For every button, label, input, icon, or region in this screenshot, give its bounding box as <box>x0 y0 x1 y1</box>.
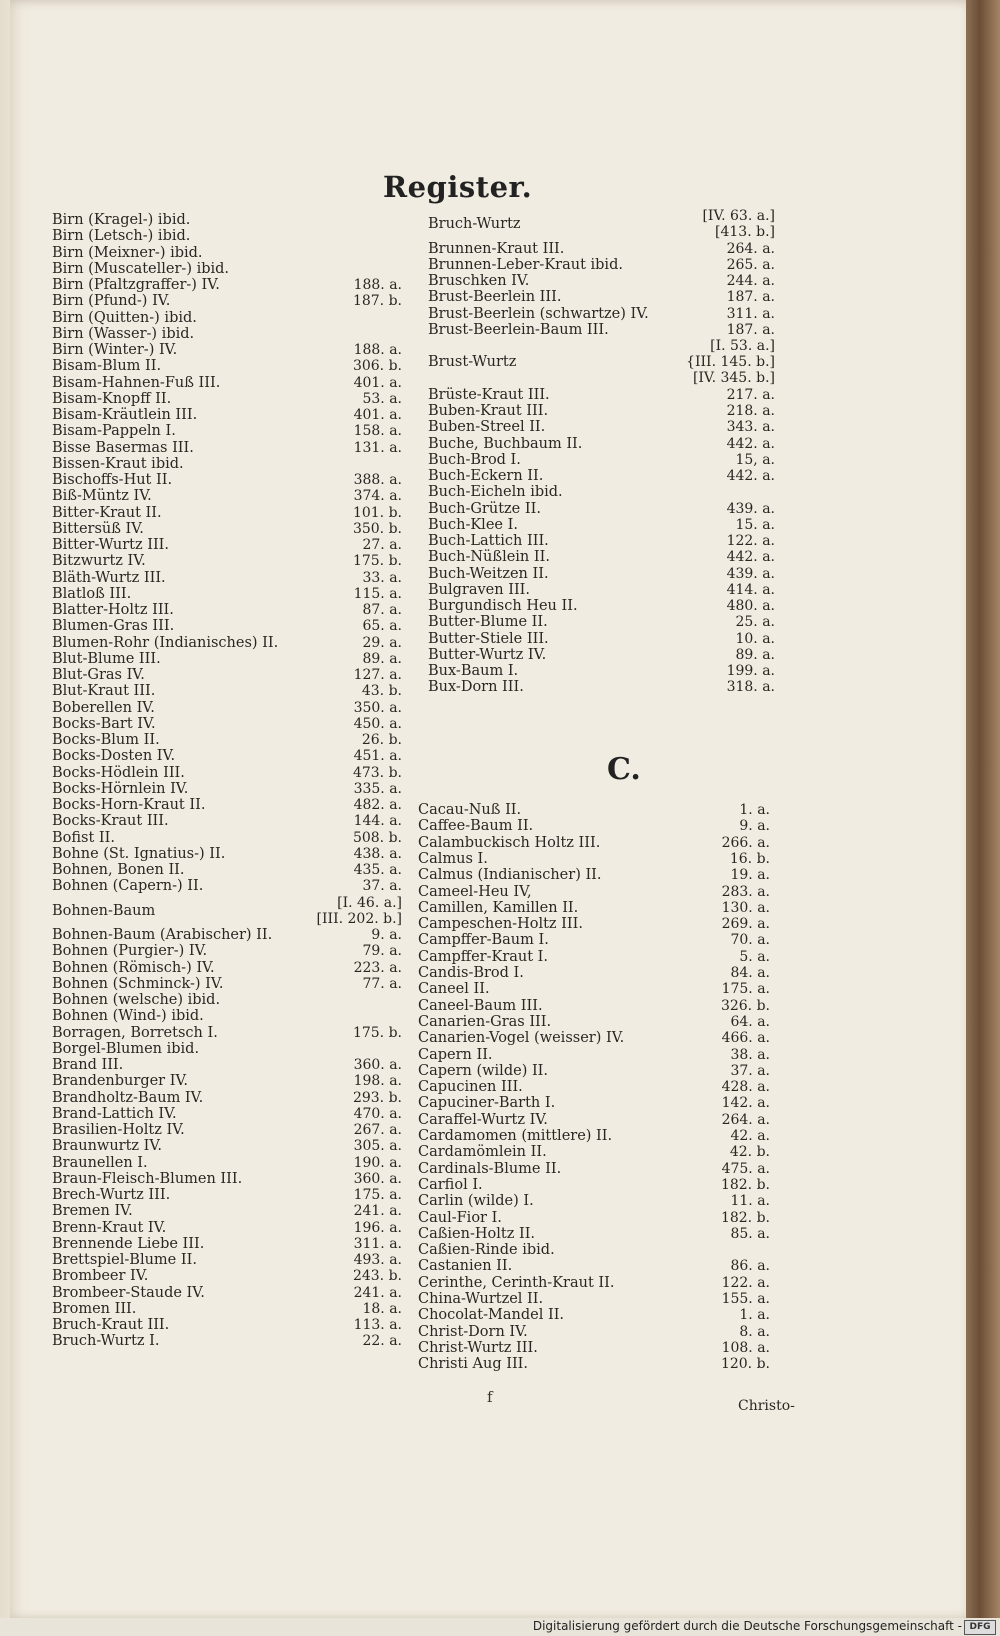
index-term: Bisse Basermas III. <box>52 439 194 456</box>
index-term: Buch-Grütze II. <box>428 500 541 517</box>
index-term: Boberellen IV. <box>52 699 155 716</box>
index-ref: 9. a. <box>371 927 402 943</box>
index-term: Bux-Baum I. <box>428 663 519 679</box>
index-term: Bitter-Wurtz III. <box>52 537 170 553</box>
index-ref: 438. a. <box>353 845 402 862</box>
index-ref: 188. a. <box>353 342 402 358</box>
index-term: Brettspiel-Blume II. <box>52 1252 197 1268</box>
index-term: Cacau-Nuß II. <box>418 802 522 818</box>
index-term: Birn (Muscateller-) ibid. <box>52 260 230 277</box>
index-ref: 120. b. <box>720 1356 770 1373</box>
index-term: Brandholtz-Baum IV. <box>52 1089 204 1106</box>
index-ref: 188. a. <box>353 277 402 293</box>
index-ref: 33. a. <box>362 569 402 586</box>
index-term: Calmus (Indianischer) II. <box>418 867 602 884</box>
index-term: Bocks-Blum II. <box>52 732 160 748</box>
index-ref: 264. a. <box>726 240 775 257</box>
index-ref: 43. b. <box>361 683 402 700</box>
index-term: Bocks-Dosten IV. <box>52 748 176 765</box>
index-term: Braunwurtz IV. <box>52 1138 162 1155</box>
index-term: Birn (Meixner-) ibid. <box>52 244 203 261</box>
index-ref: 267. a. <box>353 1122 402 1138</box>
index-term: Bisam-Hahnen-Fuß III. <box>52 374 221 391</box>
index-term: Bocks-Bart IV. <box>52 715 156 732</box>
index-ref: 343. a. <box>726 419 775 436</box>
index-ref: 25. a. <box>735 614 775 631</box>
index-term: Butter-Wurtz IV. <box>428 646 547 663</box>
index-term: Birn (Letsch-) ibid. <box>52 228 191 245</box>
index-term: Bohnen (Römisch-) IV. <box>52 959 215 976</box>
index-ref: 122. a. <box>721 1274 770 1291</box>
index-ref: 101. b. <box>352 504 402 521</box>
index-ref: 182. b. <box>720 1176 770 1193</box>
index-ref: 79. a. <box>362 943 402 960</box>
index-term: Birn (Kragel-) ibid. <box>52 212 191 228</box>
index-term: Brech-Wurtz III. <box>52 1187 171 1203</box>
index-term: Buche, Buchbaum II. <box>428 435 583 452</box>
index-term: Burgundisch Heu II. <box>428 598 578 614</box>
index-term: Brombeer IV. <box>52 1268 149 1285</box>
index-term: Bofist II. <box>52 829 115 846</box>
index-term: Buben-Kraut III. <box>428 403 549 419</box>
index-term: Campeschen-Holtz III. <box>418 916 583 933</box>
index-ref: 86. a. <box>730 1258 770 1275</box>
index-term: Bittersüß IV. <box>52 520 144 537</box>
index-ref: 283. a. <box>721 883 770 900</box>
index-ref: 144. a. <box>353 813 402 830</box>
index-term: Bruch-Wurtz <box>428 216 521 233</box>
index-ref: 265. a. <box>726 256 775 273</box>
index-ref: 311. a. <box>353 1235 402 1252</box>
index-term: Brust-Wurtz <box>428 354 517 371</box>
index-term: Birn (Pfund-) IV. <box>52 293 171 310</box>
index-term: Birn (Quitten-) ibid. <box>52 309 197 326</box>
index-term: Buch-Brod I. <box>428 451 521 468</box>
index-term: China-Wurtzel II. <box>418 1291 544 1307</box>
index-ref: 264. a. <box>721 1111 770 1128</box>
index-term: Campffer-Kraut I. <box>418 948 549 965</box>
index-ref: 439. a. <box>726 565 775 582</box>
index-term: Bitter-Kraut II. <box>52 504 162 521</box>
index-term: Campffer-Baum I. <box>418 932 549 949</box>
index-term: Cardinals-Blume II. <box>418 1160 562 1177</box>
index-term: Bohnen (Wind-) ibid. <box>52 1008 204 1025</box>
index-ref: 85. a. <box>730 1225 770 1242</box>
index-term: Bohnen (Purgier-) IV. <box>52 943 208 960</box>
index-term: Chocolat-Mandel II. <box>418 1307 565 1324</box>
index-term: Braunellen I. <box>52 1154 148 1171</box>
index-term: Capucinen III. <box>418 1079 523 1096</box>
index-ref: 187. b. <box>352 293 402 310</box>
index-term: Bohnen-Baum <box>52 902 156 919</box>
index-ref: 482. a. <box>353 797 402 813</box>
index-term: Bläth-Wurtz III. <box>52 569 166 586</box>
index-term: Caffee-Baum II. <box>418 818 534 835</box>
index-ref: 241. a. <box>353 1203 402 1220</box>
index-term: Bocks-Horn-Kraut II. <box>52 797 206 813</box>
index-ref: 53. a. <box>362 390 402 407</box>
index-term: Blatloß III. <box>52 585 132 602</box>
index-term: Buch-Nüßlein II. <box>428 549 550 566</box>
index-ref: 175. b. <box>352 553 402 570</box>
index-ref: 401. a. <box>353 374 402 391</box>
index-term: Butter-Blume II. <box>428 614 548 631</box>
index-ref: 38. a. <box>730 1046 770 1063</box>
index-term: Blumen-Gras III. <box>52 618 175 635</box>
index-ref: 26. b. <box>361 732 402 748</box>
index-term: Christ-Dorn IV. <box>418 1323 528 1340</box>
index-term: Castanien II. <box>418 1258 513 1275</box>
index-ref: 11. a. <box>730 1193 770 1210</box>
index-ref: 42. a. <box>730 1128 770 1144</box>
index-term: Bohnen (Schminck-) IV. <box>52 975 224 992</box>
index-term: Caraffel-Wurtz IV. <box>418 1111 548 1128</box>
index-term: Bisam-Pappeln I. <box>52 423 176 440</box>
index-term: Christi Aug III. <box>418 1356 529 1373</box>
index-ref: 113. a. <box>353 1317 402 1333</box>
index-ref: 127. a. <box>353 667 402 683</box>
index-term: Caßien-Holtz II. <box>418 1225 536 1242</box>
index-term: Camillen, Kamillen II. <box>418 899 579 916</box>
index-ref: 435. a. <box>353 862 402 878</box>
index-term: Brüste-Kraut III. <box>428 386 550 403</box>
index-term: Capern (wilde) II. <box>418 1062 549 1079</box>
index-ref: 350. a. <box>353 699 402 716</box>
index-ref: 374. a. <box>353 488 402 505</box>
dfg-logo: DFG <box>964 1620 996 1635</box>
index-ref: [IV. 63. a.] [413. b.] <box>702 208 775 240</box>
index-ref: 37. a. <box>730 1062 770 1079</box>
index-ref: 29. a. <box>362 634 402 651</box>
index-ref: 64. a. <box>730 1013 770 1030</box>
index-ref: 5. a. <box>739 948 770 965</box>
index-ref: 15, a. <box>735 451 775 468</box>
index-term: Brust-Beerlein III. <box>428 289 562 306</box>
index-term: Bisam-Blum II. <box>52 358 162 375</box>
index-term: Buben-Streel II. <box>428 419 546 436</box>
index-term: Bohnen, Bonen II. <box>52 862 185 878</box>
index-ref: 158. a. <box>353 423 402 440</box>
index-term: Bulgraven III. <box>428 581 531 598</box>
index-ref: 18. a. <box>362 1300 402 1317</box>
index-ref: 70. a. <box>730 932 770 949</box>
index-ref: 115. a. <box>353 585 402 602</box>
index-ref: 196. a. <box>353 1219 402 1236</box>
index-term: Bruch-Wurtz I. <box>52 1333 160 1350</box>
index-ref: 306. b. <box>352 358 402 375</box>
index-term: Blatter-Holtz III. <box>52 602 174 618</box>
index-term: Bitzwurtz IV. <box>52 553 146 570</box>
index-ref: 360. a. <box>353 1057 402 1073</box>
index-ref: 388. a. <box>353 472 402 488</box>
index-ref: 155. a. <box>721 1291 770 1307</box>
index-ref: 19. a. <box>730 867 770 884</box>
index-ref: 350. b. <box>352 520 402 537</box>
index-term: Bruschken IV. <box>428 273 530 289</box>
index-term: Blut-Gras IV. <box>52 667 145 683</box>
index-term: Bocks-Kraut III. <box>52 813 169 830</box>
index-ref: 480. a. <box>726 598 775 614</box>
index-ref: 223. a. <box>353 959 402 976</box>
index-ref: 442. a. <box>726 549 775 566</box>
index-term: Brust-Beerlein (schwartze) IV. <box>428 305 649 322</box>
index-term: Bocks-Hörnlein IV. <box>52 780 189 797</box>
index-ref: 182. b. <box>720 1209 770 1226</box>
index-ref: 187. a. <box>726 321 775 338</box>
index-term: Biß-Müntz IV. <box>52 488 152 505</box>
index-ref: 9. a. <box>739 818 770 835</box>
index-term: Brennende Liebe III. <box>52 1235 205 1252</box>
index-term: Buch-Klee I. <box>428 516 518 533</box>
index-term: Capuciner-Barth I. <box>418 1095 556 1112</box>
index-ref: 175. b. <box>352 1024 402 1041</box>
index-ref: 142. a. <box>721 1095 770 1112</box>
index-ref: 243. b. <box>352 1268 402 1285</box>
index-ref: 10. a. <box>735 630 775 647</box>
index-term: Brandenburger IV. <box>52 1073 189 1090</box>
index-term: Brunnen-Leber-Kraut ibid. <box>428 256 623 273</box>
index-term: Caul-Fior I. <box>418 1209 502 1226</box>
index-term: Caneel II. <box>418 981 490 998</box>
index-term: Buch-Weitzen II. <box>428 565 549 582</box>
index-ref: 241. a. <box>353 1284 402 1301</box>
index-ref: 15. a. <box>735 516 775 533</box>
index-ref: 65. a. <box>362 618 402 635</box>
index-ref: 217. a. <box>726 386 775 403</box>
index-ref: 198. a. <box>353 1073 402 1090</box>
index-ref: 470. a. <box>353 1105 402 1122</box>
index-term: Cerinthe, Cerinth-Kraut II. <box>418 1274 615 1291</box>
index-ref: 131. a. <box>353 439 402 456</box>
index-term: Bischoffs-Hut II. <box>52 472 173 488</box>
index-term: Brand-Lattich IV. <box>52 1105 177 1122</box>
index-term: Brombeer-Staude IV. <box>52 1284 205 1301</box>
index-ref: 475. a. <box>721 1160 770 1177</box>
index-term: Bisam-Kräutlein III. <box>52 407 198 423</box>
index-term: Candis-Brod I. <box>418 965 524 981</box>
index-term: Bruch-Kraut III. <box>52 1317 170 1333</box>
index-ref: 27. a. <box>362 537 402 553</box>
index-ref: 442. a. <box>726 435 775 452</box>
index-ref: 244. a. <box>726 273 775 289</box>
index-ref: 190. a. <box>353 1154 402 1171</box>
index-ref: 130. a. <box>721 899 770 916</box>
index-ref: [I. 46. a.] [III. 202. b.] <box>316 894 402 927</box>
index-term: Borragen, Borretsch I. <box>52 1024 218 1041</box>
index-ref: 428. a. <box>721 1079 770 1096</box>
signature-mark: f <box>487 1388 493 1406</box>
index-term: Blumen-Rohr (Indianisches) II. <box>52 634 279 651</box>
index-ref: 89. a. <box>362 650 402 667</box>
index-term: Bromen III. <box>52 1300 137 1317</box>
index-ref: 42. b. <box>729 1144 770 1161</box>
index-ref: 335. a. <box>353 780 402 797</box>
index-term: Calambuckisch Holtz III. <box>418 834 601 851</box>
index-term: Borgel-Blumen ibid. <box>52 1040 200 1057</box>
index-ref: 37. a. <box>362 878 402 895</box>
index-term: Bissen-Kraut ibid. <box>52 455 184 472</box>
index-ref: 84. a. <box>730 965 770 981</box>
index-term: Carlin (wilde) I. <box>418 1193 534 1210</box>
index-ref: 1. a. <box>739 802 770 818</box>
catchword: Christo- <box>738 1398 795 1414</box>
index-ref: 175. a. <box>721 981 770 998</box>
index-ref: 22. a. <box>362 1333 402 1350</box>
index-ref: 1. a. <box>739 1307 770 1324</box>
index-term: Cardamömlein II. <box>418 1144 547 1161</box>
index-ref: 414. a. <box>726 581 775 598</box>
index-term: Buch-Lattich III. <box>428 533 549 549</box>
index-ref: 318. a. <box>726 679 775 696</box>
book-edge <box>966 0 1000 1636</box>
index-term: Birn (Wasser-) ibid. <box>52 325 195 342</box>
index-ref: 360. a. <box>353 1170 402 1187</box>
index-ref: 175. a. <box>353 1187 402 1203</box>
index-ref: 442. a. <box>726 468 775 484</box>
index-ref: 77. a. <box>362 975 402 992</box>
index-ref: 493. a. <box>353 1252 402 1268</box>
index-ref: 187. a. <box>726 289 775 306</box>
index-term: Bohnen (Capern-) II. <box>52 878 204 895</box>
index-term: Cardamomen (mittlere) II. <box>418 1128 613 1144</box>
index-ref: 439. a. <box>726 500 775 517</box>
index-term: Christ-Wurtz III. <box>418 1339 538 1356</box>
index-term: Bohnen (welsche) ibid. <box>52 992 221 1008</box>
index-ref: 269. a. <box>721 916 770 933</box>
index-term: Buch-Eicheln ibid. <box>428 484 563 501</box>
index-ref: 16. b. <box>729 850 770 867</box>
index-term: Cameel-Heu IV, <box>418 883 532 900</box>
index-ref: 466. a. <box>721 1030 770 1047</box>
index-term: Carfiol I. <box>418 1176 483 1193</box>
index-ref: 473. b. <box>352 764 402 781</box>
index-term: Bocks-Hödlein III. <box>52 764 185 781</box>
index-term: Caneel-Baum III. <box>418 997 543 1014</box>
index-term: Birn (Pfaltzgraffer-) IV. <box>52 277 220 293</box>
index-ref: 218. a. <box>726 403 775 419</box>
index-term: Brunnen-Kraut III. <box>428 240 565 257</box>
index-term: Bux-Dorn III. <box>428 679 524 696</box>
index-ref: 326. b. <box>720 997 770 1014</box>
index-term: Canarien-Vogel (weisser) IV. <box>418 1030 625 1047</box>
index-term: Brand III. <box>52 1057 124 1073</box>
index-term: Butter-Stiele III. <box>428 630 549 647</box>
index-term: Braun-Fleisch-Blumen III. <box>52 1170 243 1187</box>
index-term: Calmus I. <box>418 850 488 867</box>
index-term: Blut-Kraut III. <box>52 683 156 700</box>
index-ref: 401. a. <box>353 407 402 423</box>
index-ref: 305. a. <box>353 1138 402 1155</box>
index-ref: 8. a. <box>739 1323 770 1340</box>
index-ref: 450. a. <box>353 715 402 732</box>
index-term: Bohnen-Baum (Arabischer) II. <box>52 927 273 943</box>
index-ref: 108. a. <box>721 1339 770 1356</box>
footer-credit: Digitalisierung gefördert durch die Deutsche Forschungsgemeinschaft - <box>532 1619 962 1633</box>
page-title: Register. <box>383 170 533 204</box>
index-term: Brust-Beerlein-Baum III. <box>428 321 609 338</box>
index-ref: 89. a. <box>735 646 775 663</box>
section-heading-c: C. <box>607 752 641 787</box>
index-term: Bohne (St. Ignatius-) II. <box>52 845 226 862</box>
index-term: Bisam-Knopff II. <box>52 390 172 407</box>
index-ref: 122. a. <box>726 533 775 549</box>
index-term: Blut-Blume III. <box>52 650 161 667</box>
index-term: Brasilien-Holtz IV. <box>52 1122 185 1138</box>
index-ref: 311. a. <box>726 305 775 322</box>
index-ref: 293. b. <box>352 1089 402 1106</box>
index-ref: 451. a. <box>353 748 402 765</box>
index-term: Canarien-Gras III. <box>418 1013 552 1030</box>
index-ref: 266. a. <box>721 834 770 851</box>
index-term: Caßien-Rinde ibid. <box>418 1242 555 1259</box>
index-ref: 199. a. <box>726 663 775 679</box>
index-term: Capern II. <box>418 1046 493 1063</box>
index-ref: [I. 53. a.] {III. 145. b.] [IV. 345. b.] <box>686 338 775 386</box>
index-ref: 87. a. <box>362 602 402 618</box>
index-term: Bremen IV. <box>52 1203 133 1220</box>
index-term: Birn (Winter-) IV. <box>52 342 178 358</box>
index-term: Buch-Eckern II. <box>428 468 544 484</box>
index-ref: 508. b. <box>352 829 402 846</box>
index-term: Brenn-Kraut IV. <box>52 1219 167 1236</box>
